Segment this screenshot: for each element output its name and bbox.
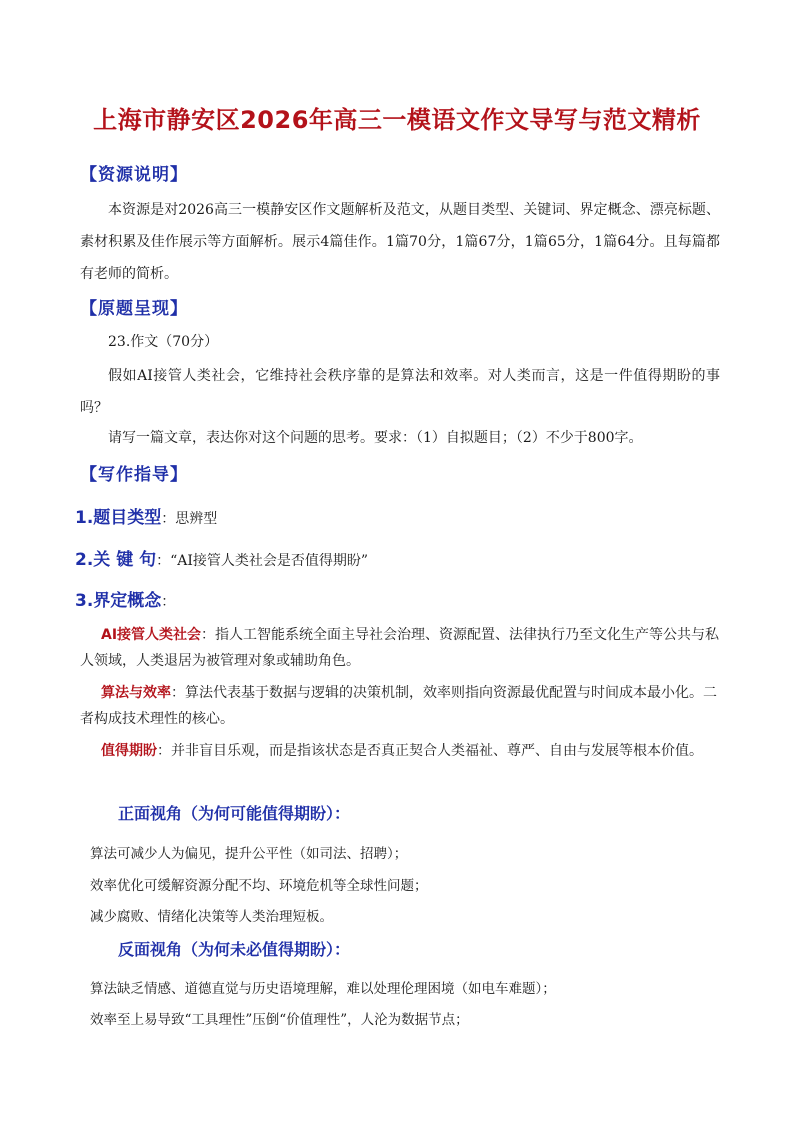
definition-worth-expecting <box>80 738 720 764</box>
positive-view-heading: 正面视角（为何可能值得期盼）： <box>118 804 351 823</box>
definition-text: ：并非盲目乐观，而是指该状态是否真正契合人类福祉、尊严、自由与发展等根本价值。 <box>157 743 703 759</box>
document-title: 上海市静安区2026年高三一模语文作文导写与范文精析 <box>93 106 701 134</box>
prompt-line-1: 23.作文（70分） <box>108 334 219 350</box>
definition-text: ：算法代表基于数据与逻辑的决策机制，效率则指向资源最优配置与时间成本最小化。二者构成技术理性的核心。 <box>80 685 717 727</box>
guide-item-key-value: ：“AI接管人类社会是否值得期盼” <box>156 553 369 569</box>
definition-text: ：指人工智能系统全面主导社会治理、资源配置、法律执行乃至文化生产等公共与私人领域，人类退居为被管理对象或辅助角色。 <box>80 627 720 669</box>
guide-item-key-label: 2.关 键 句 <box>75 550 157 570</box>
definition-term: 值得期盼 <box>101 743 157 759</box>
negative-view-item: 算法缺乏情感、道德直觉与历史语境理解，难以处理伦理困境（如电车难题）； <box>90 981 556 997</box>
positive-view-item: 算法可减少人为偏见，提升公平性（如司法、招聘）； <box>90 846 408 862</box>
definition-term: AI接管人类社会 <box>101 627 202 643</box>
prompt-line-3: 请写一篇文章，表达你对这个问题的思考。要求：（1）自拟题目；（2）不少于800字。 <box>108 430 643 446</box>
guide-item-concepts-value: ： <box>161 594 176 610</box>
guide-item-type-label: 1.题目类型 <box>75 508 162 528</box>
prompt-line-2: 假如AI接管人类社会，它维持社会秩序靠的是算法和效率。对人类而言，这是一件值得期盼的事吗？ <box>80 368 720 416</box>
section-heading-resource: 【资源说明】 <box>80 165 188 185</box>
guide-item-type <box>75 503 217 528</box>
section-heading-prompt: 【原题呈现】 <box>80 299 188 319</box>
negative-view-item: 效率至上易导致“工具理性”压倒“价值理性”，人沦为数据节点； <box>90 1012 469 1028</box>
guide-item-type-value: ：思辨型 <box>161 511 218 527</box>
positive-view-item: 减少腐败、情绪化决策等人类治理短板。 <box>90 909 333 925</box>
guide-item-key-sentence <box>75 545 368 570</box>
definition-ai-takeover <box>80 622 720 674</box>
definition-algorithm-efficiency <box>80 680 720 732</box>
positive-view-item: 效率优化可缓解资源分配不均、环境危机等全球性问题； <box>90 878 428 894</box>
guide-item-concepts-label: 3.界定概念 <box>75 591 162 611</box>
resource-description: 本资源是对2026高三一模静安区作文题解析及范文，从题目类型、关键词、界定概念、漂亮标题、素材积累及佳作展示等方面解析。展示4篇佳作。1篇70分，1篇67分，1篇65分，1篇64分。且每篇都有老师的简析。 <box>80 202 720 282</box>
definition-term: 算法与效率 <box>101 685 171 701</box>
guide-item-concepts <box>75 586 175 611</box>
section-heading-guide: 【写作指导】 <box>80 465 188 485</box>
negative-view-heading: 反面视角（为何未必值得期盼）： <box>118 940 351 959</box>
